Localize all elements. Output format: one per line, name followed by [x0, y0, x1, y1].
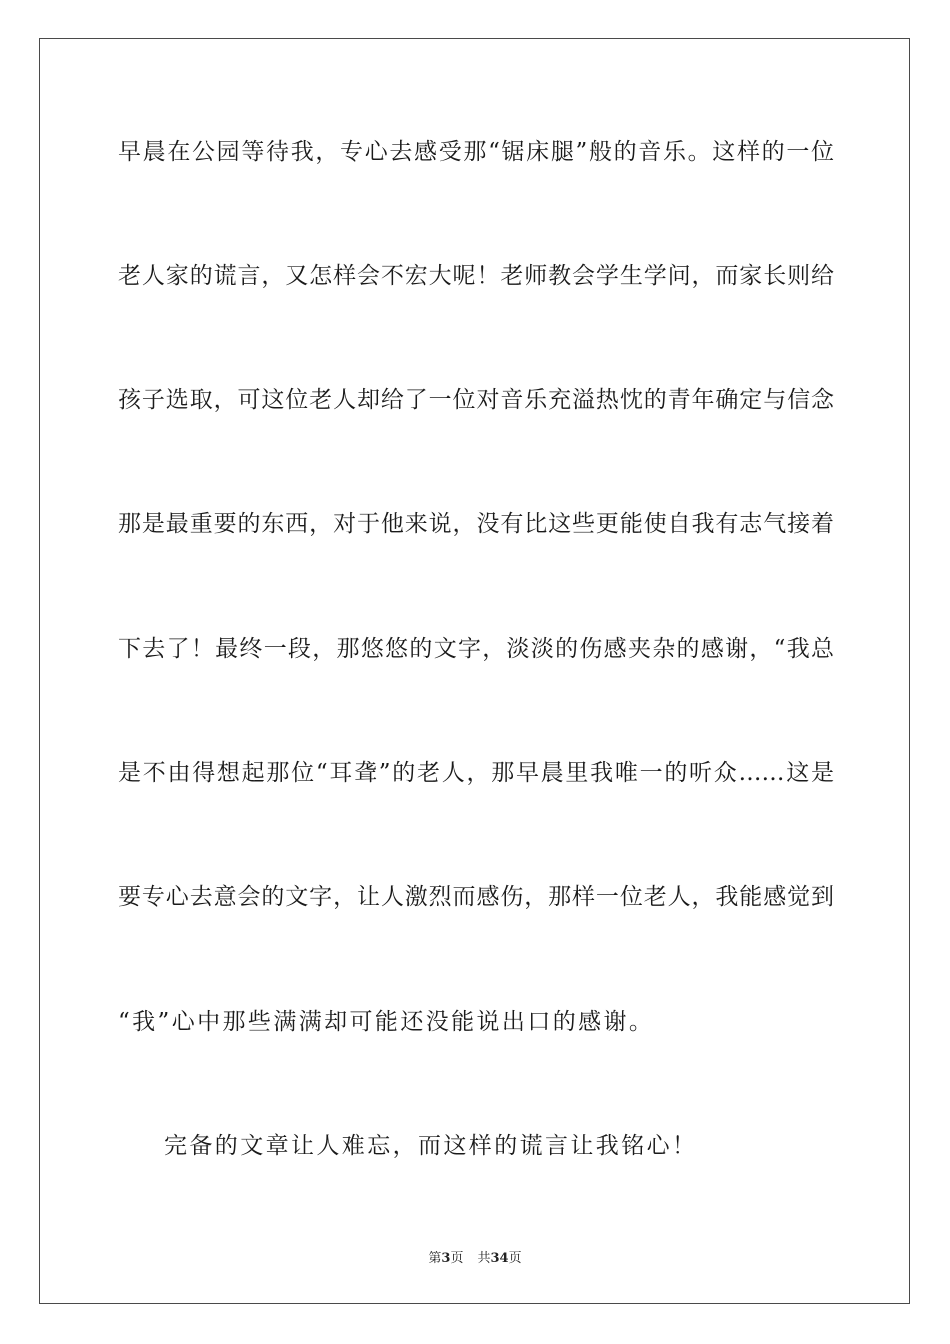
page-border — [39, 38, 910, 1304]
page-number: 3 — [441, 1251, 451, 1266]
text-line-3: 孩子选取，可这位老人却给了一位对音乐充溢热忱的青年确定与信念 — [118, 387, 834, 413]
text-line-1: 早晨在公园等待我，专心去感受那“锯床腿”般的音乐。这样的一位 — [118, 139, 834, 165]
page-prefix: 第 — [428, 1251, 442, 1266]
text-line-4: 那是最重要的东西，对于他来说，没有比这些更能使自我有志气接着 — [118, 511, 834, 537]
total-pages: 34 — [490, 1251, 509, 1266]
text-line-6: 是不由得想起那位“耳聋”的老人，那早晨里我唯一的听众……这是 — [118, 760, 834, 786]
page-suffix: 页 — [450, 1251, 464, 1266]
text-line-2: 老人家的谎言，又怎样会不宏大呢！老师教会学生学问，而家长则给 — [118, 263, 834, 289]
text-line-8: “我”心中那些满满却可能还没能说出口的感谢。 — [118, 1009, 655, 1035]
text-line-5: 下去了！最终一段，那悠悠的文字，淡淡的伤感夹杂的感谢，“我总 — [118, 636, 834, 662]
closing-paragraph: 完备的文章让人难忘，而这样的谎言让我铭心！ — [164, 1133, 698, 1159]
total-suffix: 页 — [508, 1251, 522, 1266]
total-prefix: 共 — [477, 1251, 491, 1266]
page-footer — [0, 1247, 950, 1266]
text-line-7: 要专心去意会的文字，让人激烈而感伤，那样一位老人，我能感觉到 — [118, 884, 834, 910]
